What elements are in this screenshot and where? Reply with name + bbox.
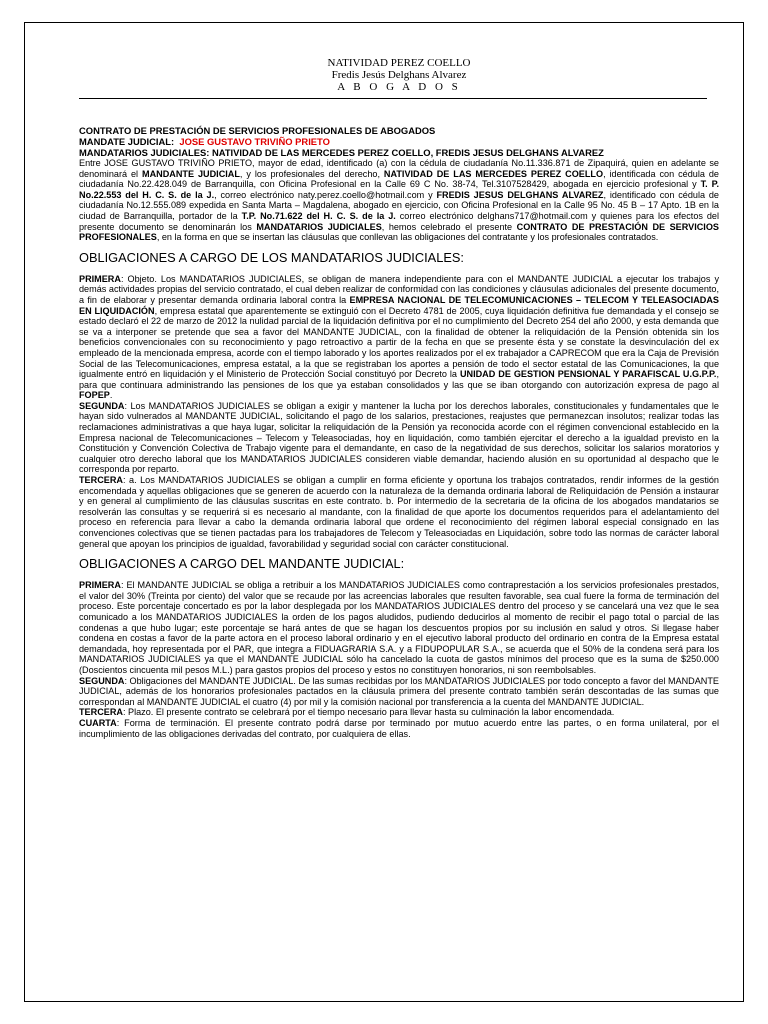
intro-text: , hemos celebrado el presente <box>381 221 517 232</box>
contract-title: CONTRATO DE PRESTACIÓN DE SERVICIOS PROFESIONALES DE ABOGADOS <box>79 125 436 136</box>
clause-label: PRIMERA <box>79 273 121 284</box>
clause-label: SEGUNDA <box>79 675 125 686</box>
intro-bold: MANDATARIOS JUDICIALES <box>256 221 382 232</box>
clause-cuarta-mandante <box>79 718 719 739</box>
intro-text: , correo electrónico naty.perez.coello@hotmail.com y <box>214 189 437 200</box>
clause-bold: FOPEP <box>79 390 110 401</box>
mandante-line <box>79 136 719 147</box>
letterhead-partner-name: Fredis Jesús Delghans Alvarez <box>331 69 467 81</box>
intro-bold: T.P. No.71.622 del H. C. S. de la J. <box>241 210 396 221</box>
clause-label: PRIMERA <box>79 580 121 591</box>
document-page <box>24 22 744 1002</box>
clause-bold: EMPRESA NACIONAL DE TELECOMUNICACIONES – TELECOM Y TELEASOCIADAS EN LIQUIDACIÓN <box>79 294 719 316</box>
mandante-name: JOSE GUSTAVO TRIVIÑO PRIETO <box>179 136 330 147</box>
mandatarios-line: MANDATARIOS JUDICIALES: NATIVIDAD DE LAS MERCEDES PEREZ COELLO, FREDIS JESUS DELGHANS ALVAREZ <box>79 147 604 158</box>
clause-label: TERCERA <box>79 475 123 486</box>
section-heading-mandante: OBLIGACIONES A CARGO DEL MANDANTE JUDICIAL: <box>79 556 405 572</box>
clause-label: SEGUNDA <box>79 400 125 411</box>
clause-text: . <box>109 390 113 401</box>
letterhead <box>79 57 719 93</box>
document-content <box>79 57 719 739</box>
intro-text: , y los profesionales del derecho, <box>239 168 384 179</box>
clause-tercera-mandatarios <box>79 475 719 549</box>
clause-text: : Los MANDATARIOS JUDICIALES se obligan a exigir y mantener la lucha por los derechos laborales, constitucionales y fundamentales que le hayan sido vulnerados al MANDANTE JUDICIAL, solicitando el pago de los salarios, prestaciones, reajustes que permanezcan insolutos; realizar todas las reclamaciones administrativas a que haya lugar, solicitar la reliquidación de la Pensión ya reconocida acorde con el régimen convencional establecido en la Empresa nacional de Telecomunicaciones – Telecom y Teleasociadas, hoy en liquidación, como también ejercitar el derecho a la igualdad previsto en la Constitución y Convención Colectiva de Trabajo vigente para el demandante, en caso de la negatividad de sus derechos, solicitar los salarios moratorios y cualquier otro derecho laboral que los MANDATARIOS JUDICIALES consideren viable demandar, haciendo alusión en su oportunidad al despacho que le corresponda por reparto. <box>79 400 719 475</box>
intro-bold: MANDANTE JUDICIAL <box>142 168 240 179</box>
intro-bold: T. P. No.22.553 del H. C. S. de la J. <box>79 179 719 200</box>
mandante-label: MANDATE JUDICIAL: <box>79 136 175 147</box>
clause-bold: UNIDAD DE GESTION PENSIONAL Y PARAFISCAL U.G.P.P. <box>459 369 717 380</box>
clause-text: : a. Los MANDATARIOS JUDICIALES se obligan a cumplir en forma eficiente y oportuna los trabajos contratados, rendir informes de la gestión encomendada y aquellas obligaciones que se generen de acuerdo con la naturaleza de la demanda ordinaria laboral de Reliquidación de Pensión a instaurar y en general al cumplimiento de las cláusulas suscritas en este contrato. b. Por intermedio de la secretaria de la oficina de los abogados mandatarios se resolverán las consultas y se requerirá si es necesario al mandante, con la finalidad de que aporte los documentos requeridos para el adelantamiento del proceso en referencia para llevar a cabo la demanda ordinaria laboral que ordene el reconocimiento del régimen laboral especial consignado en las convenciones colectivas que se tienen pactadas para los trabajadores de Telecom y Teleasociadas en Liquidación, sobre todo las normas de carácter laboral general que apoyan los principios de igualdad, favorabilidad y seguridad social con carácter constitucional. <box>79 475 719 549</box>
clause-text: : Plazo. El presente contrato se celebrará por el tiempo necesario para llevar hasta su culminación la labor encomendada. <box>122 707 615 718</box>
clause-text: : Forma de terminación. El presente contrato podrá darse por terminado por mutuo acuerdo entre las partes, o en forma unilateral, por el incumplimiento de las obligaciones derivadas del contrato, por cualquiera de ellas. <box>79 717 719 739</box>
intro-text: correo electrónico delghans717@hotmail.com y quienes para los efectos del presente documento se denominarán los <box>79 210 719 232</box>
intro-text: Entre JOSE GUSTAVO TRIVIÑO PRIETO, mayor de edad, identificado (a) con la cédula de ciudadanía No.11.336.871 de Zipaquirá, quien en adelante se denominará el <box>79 158 719 179</box>
clause-label: TERCERA <box>79 707 123 718</box>
clause-primera-mandatarios <box>79 274 719 401</box>
clause-segunda-mandante <box>79 676 719 708</box>
clause-segunda-mandatarios <box>79 401 719 475</box>
clause-text: , empresa estatal que aparentemente se extinguió con el Decreto 4781 de 2005, cuya liquidación definitiva fue demandada y el consejo se estado declaró el 22 de marzo de 2012 la nulidad parcial de la liquidación definitiva por el no cumplimiento del Decreto 254 del año 2000, y esta demanda que se va a interponer se pretende que sea a favor del MANDANTE JUDICIAL, con la finalidad de obtener la reliquidación de la Pensión obtenida sin los beneficios convencionales con su reconocimiento y pago retroactivo a partir de la fecha en que se presente ésta y se constate la desvinculación del ex empleado de la mencionada empresa, acorde con el tiempo laborado y los aportes realizados por el ex trabajador a CAPRECOM que era la Caja de Previsión Social de las Telecomunicaciones, empresa estatal, a la que se registraban los aportes a pensión de todo el sector estatal de las Comunicaciones, la que igualmente entró en liquidación y el Ministerio de Protección Social constituyó por Decreto la <box>79 305 719 380</box>
clause-primera-mandante <box>79 580 719 675</box>
letterhead-divider <box>79 98 707 99</box>
intro-text: , identificada con cédula de ciudadanía No.22.428.049 de Barranquilla, con Oficina Profesional en la Calle 69 C No. 38-74, Tel.3107528429, abogada en ejercicio profesional y <box>79 168 719 190</box>
contract-header <box>79 125 719 158</box>
intro-bold: NATIVIDAD DE LAS MERCEDES PEREZ COELLO <box>383 168 604 179</box>
section-heading-mandatarios: OBLIGACIONES A CARGO DE LOS MANDATARIOS JUDICIALES: <box>79 249 464 265</box>
intro-paragraph <box>79 158 719 243</box>
clause-text: : El MANDANTE JUDICIAL se obliga a retribuir a los MANDATARIOS JUDICIALES como contraprestación a los servicios profesionales prestados, el valor del 30% (Treinta por ciento) del valor que se recaude por las acreencias laborales que resulten favorable, sea cual fuere la forma de terminación del proceso. Este porcentaje concertado es por la labor desplegada por los MANDATARIOS JUDICIALES dentro del proceso y se cancelará una vez que le sea comunicado a los MANDATARIOS JUDICIALES la orden de los pagos aludidos, pudiendo deducirlos al momento de recibir el pago total o parcial de las condenas a que hubo lugar; este porcentaje se hará antes de que se hagan los descuentos propios por su inclusión en salud y otros. Si llegase haber condena en costas a favor de la parte actora en el proceso laboral ordinario y en el ejecutivo laboral producto del ordinario en contra de la Empresa estatal demandada, hoy representada por el PAR, que integra a FIDUAGRARIA S.A. y a FIDUPOPULAR S.A., se acuerda que el 50% de la condena será para los MANDATARIOS JUDICIALES ya que el MANDANTE JUDICIAL sólo ha cancelado la cuota de gastos mínimos del proceso que es la suma de $250.000 (Doscientos cincuenta mil pesos M.L.) para gastos propios del proceso y estos no constituyen honorarios, ni son reembolsables. <box>79 580 719 675</box>
intro-bold: FREDIS JESUS DELGHANS ALVAREZ <box>436 189 604 200</box>
clause-tercera-mandante <box>79 707 719 718</box>
intro-text: , identificado con cédula de ciudadanía No.12.555.089 expedida en Santa Marta – Magdalena, abogado en ejercicio, con Oficina Profesional en la Calle 95 No. 45 B – 17 Apto. 1B en la ciudad de Barranquilla, portador de la <box>79 189 719 221</box>
clause-text: : Objeto. Los MANDATARIOS JUDICIALES, se obligan de manera independiente para con el MANDANTE JUDICIAL a ejecutar los trabajos y demás actividades propias del servicio contratado, el cual deben realizar de conformidad con las condiciones y cláusulas adicionales del presente documento, a fin de elaborar y presentar demanda ordinaria laboral contra la <box>79 273 719 305</box>
clause-text: : Obligaciones del MANDANTE JUDICIAL. De las sumas recibidas por los MANDATARIOS JUDICIALES por todo concepto a favor del MANDANTE JUDICIAL, además de los honorarios profesionales pactados en la cláusula primera del presente contrato también serán descontadas de las sumas que correspondan al MANDANTE JUDICIAL el cuatro (4) por mil y la comisión nacional por transferencia a la cuenta del MANDANTE JUDICIAL. <box>79 675 719 707</box>
intro-text: , en la forma en que se insertan las cláusulas que conllevan las obligaciones del contratante y los profesionales contratados. <box>156 232 659 243</box>
clause-label: CUARTA <box>79 717 117 728</box>
intro-bold: CONTRATO DE PRESTACIÓN DE SERVICIOS PROFESIONALES <box>79 221 719 243</box>
letterhead-profession: A B O G A D O S <box>337 81 461 93</box>
letterhead-firm-name: NATIVIDAD PEREZ COELLO <box>327 57 471 69</box>
clause-text: , para que continuara administrando las pensiones de los que ya estaban consolidados y las que se iban otorgando con autorización expresa de pago al <box>79 369 719 390</box>
